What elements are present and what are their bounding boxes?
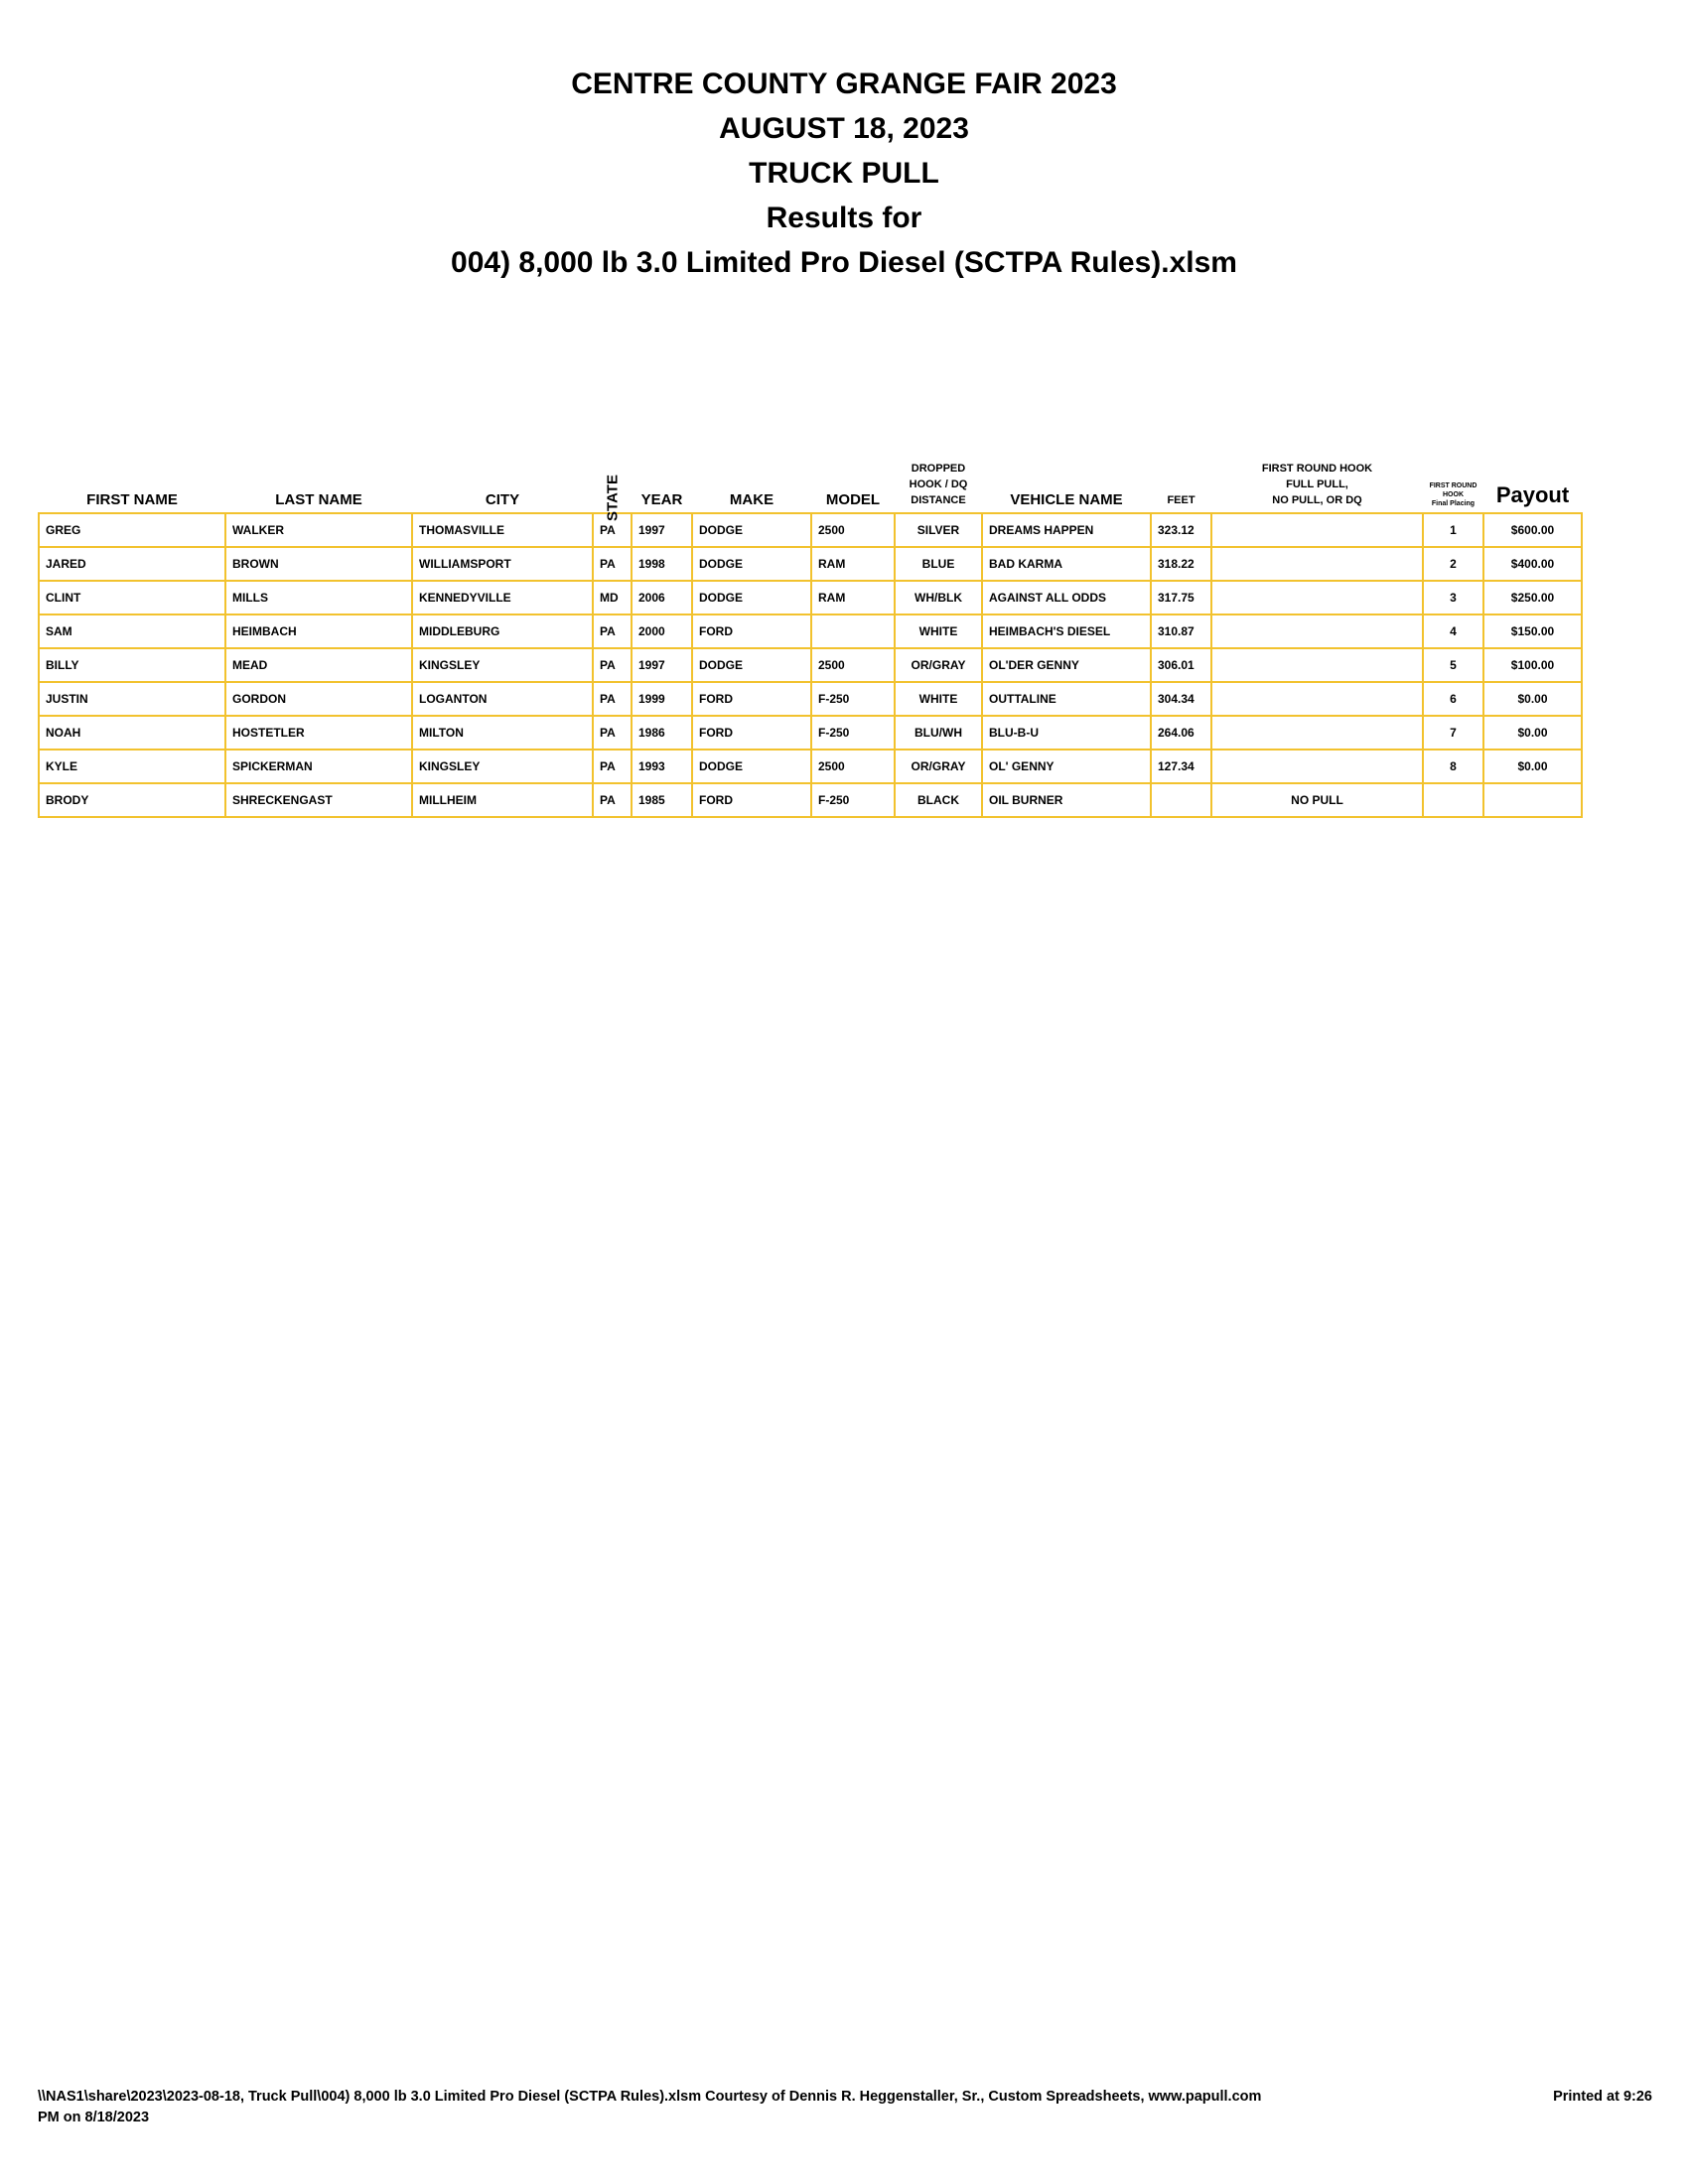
cell-first-name: BILLY [39, 648, 225, 682]
cell-model: 2500 [811, 648, 895, 682]
header-city: CITY [485, 491, 520, 508]
cell-placing: 3 [1423, 581, 1483, 614]
cell-vehicle-name: HEIMBACH'S DIESEL [982, 614, 1151, 648]
cell-make: FORD [692, 682, 811, 716]
header-last-name: LAST NAME [275, 491, 362, 508]
cell-model: 2500 [811, 750, 895, 783]
printed-timestamp-line2: PM on 8/18/2023 [38, 2110, 150, 2125]
cell-placing: 5 [1423, 648, 1483, 682]
results-table [38, 449, 1583, 818]
cell-first-name: CLINT [39, 581, 225, 614]
header-feet: FEET [1167, 494, 1196, 506]
header-model: MODEL [825, 491, 881, 508]
cell-vehicle-name: OIL BURNER [982, 783, 1151, 817]
cell-city: WILLIAMSPORT [412, 547, 593, 581]
cell-placing: 7 [1423, 716, 1483, 750]
cell-first-name: SAM [39, 614, 225, 648]
cell-state: PA [593, 682, 632, 716]
event-date: AUGUST 18, 2023 [719, 112, 969, 145]
cell-year: 2006 [632, 581, 692, 614]
results-for-label: Results for [766, 202, 922, 234]
cell-last-name: HOSTETLER [225, 716, 412, 750]
cell-state: PA [593, 716, 632, 750]
event-name: TRUCK PULL [749, 157, 939, 190]
table-row [39, 682, 1582, 716]
cell-last-name: GORDON [225, 682, 412, 716]
header-first-round-hook [1211, 449, 1423, 513]
table-row [39, 614, 1582, 648]
cell-vehicle-name: OL' GENNY [982, 750, 1151, 783]
cell-year: 1997 [632, 648, 692, 682]
cell-vehicle-name: BAD KARMA [982, 547, 1151, 581]
cell-placing: 8 [1423, 750, 1483, 783]
cell-state: PA [593, 614, 632, 648]
cell-payout: $0.00 [1483, 682, 1582, 716]
cell-first-round [1211, 581, 1423, 614]
cell-year: 2000 [632, 614, 692, 648]
table-row [39, 648, 1582, 682]
header-dropped-line3: DISTANCE [911, 494, 966, 506]
cell-placing: 2 [1423, 547, 1483, 581]
cell-dropped: BLACK [895, 783, 982, 817]
cell-last-name: MEAD [225, 648, 412, 682]
cell-placing [1423, 783, 1483, 817]
table-row [39, 581, 1582, 614]
cell-make: DODGE [692, 547, 811, 581]
cell-dropped: BLUE [895, 547, 982, 581]
cell-payout: $600.00 [1483, 513, 1582, 547]
cell-year: 1985 [632, 783, 692, 817]
cell-state: PA [593, 547, 632, 581]
cell-first-round [1211, 682, 1423, 716]
cell-feet: 317.75 [1151, 581, 1211, 614]
cell-first-round [1211, 547, 1423, 581]
header-first-name: FIRST NAME [86, 491, 178, 508]
cell-first-round [1211, 716, 1423, 750]
cell-payout: $0.00 [1483, 750, 1582, 783]
cell-placing: 1 [1423, 513, 1483, 547]
header-first-round-line2: FULL PULL, [1286, 478, 1348, 490]
cell-placing: 6 [1423, 682, 1483, 716]
cell-dropped: OR/GRAY [895, 750, 982, 783]
cell-first-name: JUSTIN [39, 682, 225, 716]
cell-year: 1998 [632, 547, 692, 581]
header-year: YEAR [640, 491, 683, 508]
cell-feet: 318.22 [1151, 547, 1211, 581]
header-dropped-hook [895, 449, 982, 513]
table-row [39, 513, 1582, 547]
cell-city: THOMASVILLE [412, 513, 593, 547]
cell-make: FORD [692, 716, 811, 750]
page-footer [38, 2087, 1652, 2128]
cell-first-name: BRODY [39, 783, 225, 817]
cell-year: 1993 [632, 750, 692, 783]
cell-last-name: HEIMBACH [225, 614, 412, 648]
cell-city: KINGSLEY [412, 648, 593, 682]
cell-state: PA [593, 513, 632, 547]
cell-model: 2500 [811, 513, 895, 547]
cell-feet: 264.06 [1151, 716, 1211, 750]
cell-first-round: NO PULL [1211, 783, 1423, 817]
cell-feet: 310.87 [1151, 614, 1211, 648]
header-placing-line1: FIRST ROUND [1429, 482, 1477, 489]
header-payout: Payout [1495, 482, 1570, 507]
file-path-credit: \\NAS1\share\2023\2023-08-18, Truck Pull\004) 8,000 lb 3.0 Limited Pro Diesel (SCTPA Rules).xlsm Courtesy of Dennis R. Heggenstaller, Sr., Custom Spreadsheets, www.papull.com [38, 2089, 1262, 2105]
cell-year: 1999 [632, 682, 692, 716]
header-placing-line3: Final Placing [1431, 500, 1476, 507]
cell-first-round [1211, 750, 1423, 783]
header-placing-line2: HOOK [1443, 491, 1464, 498]
cell-first-round [1211, 513, 1423, 547]
cell-feet: 304.34 [1151, 682, 1211, 716]
cell-dropped: WH/BLK [895, 581, 982, 614]
cell-dropped: OR/GRAY [895, 648, 982, 682]
cell-feet: 306.01 [1151, 648, 1211, 682]
cell-last-name: SPICKERMAN [225, 750, 412, 783]
header-final-placing [1423, 449, 1483, 513]
cell-first-round [1211, 614, 1423, 648]
table-row [39, 547, 1582, 581]
cell-make: DODGE [692, 750, 811, 783]
header-first-round-line3: NO PULL, OR DQ [1272, 494, 1362, 506]
cell-dropped: WHITE [895, 682, 982, 716]
header-state [593, 449, 632, 521]
cell-make: FORD [692, 783, 811, 817]
table-row [39, 716, 1582, 750]
header-dropped-line2: HOOK / DQ [909, 478, 968, 490]
cell-year: 1997 [632, 513, 692, 547]
cell-state: PA [593, 783, 632, 817]
table-row [39, 783, 1582, 817]
cell-first-name: JARED [39, 547, 225, 581]
cell-model: F-250 [811, 716, 895, 750]
cell-model: F-250 [811, 682, 895, 716]
cell-first-name: GREG [39, 513, 225, 547]
table-header-row [39, 449, 1582, 513]
cell-dropped: WHITE [895, 614, 982, 648]
report-title-block [0, 62, 1688, 285]
cell-payout [1483, 783, 1582, 817]
header-first-round-line1: FIRST ROUND HOOK [1261, 463, 1373, 475]
header-state-label: STATE [604, 475, 621, 521]
cell-state: PA [593, 648, 632, 682]
cell-feet: 323.12 [1151, 513, 1211, 547]
cell-city: KINGSLEY [412, 750, 593, 783]
cell-payout: $400.00 [1483, 547, 1582, 581]
cell-placing: 4 [1423, 614, 1483, 648]
cell-feet [1151, 783, 1211, 817]
cell-first-round [1211, 648, 1423, 682]
header-dropped-line1: DROPPED [911, 463, 966, 475]
cell-dropped: SILVER [895, 513, 982, 547]
cell-last-name: BROWN [225, 547, 412, 581]
cell-feet: 127.34 [1151, 750, 1211, 783]
cell-make: DODGE [692, 648, 811, 682]
class-name: 004) 8,000 lb 3.0 Limited Pro Diesel (SCTPA Rules).xlsm [451, 246, 1237, 279]
cell-vehicle-name: OL'DER GENNY [982, 648, 1151, 682]
header-vehicle-name: VEHICLE NAME [1010, 491, 1123, 508]
cell-model: RAM [811, 581, 895, 614]
table-row [39, 750, 1582, 783]
cell-payout: $250.00 [1483, 581, 1582, 614]
cell-make: FORD [692, 614, 811, 648]
cell-payout: $100.00 [1483, 648, 1582, 682]
cell-dropped: BLU/WH [895, 716, 982, 750]
cell-city: KENNEDYVILLE [412, 581, 593, 614]
cell-city: MIDDLEBURG [412, 614, 593, 648]
cell-model [811, 614, 895, 648]
cell-first-name: NOAH [39, 716, 225, 750]
cell-state: MD [593, 581, 632, 614]
cell-vehicle-name: AGAINST ALL ODDS [982, 581, 1151, 614]
cell-vehicle-name: DREAMS HAPPEN [982, 513, 1151, 547]
cell-model: F-250 [811, 783, 895, 817]
cell-last-name: SHRECKENGAST [225, 783, 412, 817]
cell-city: MILTON [412, 716, 593, 750]
cell-payout: $0.00 [1483, 716, 1582, 750]
fair-title: CENTRE COUNTY GRANGE FAIR 2023 [571, 68, 1117, 100]
cell-first-name: KYLE [39, 750, 225, 783]
header-make: MAKE [729, 491, 774, 508]
cell-last-name: WALKER [225, 513, 412, 547]
cell-model: RAM [811, 547, 895, 581]
cell-state: PA [593, 750, 632, 783]
cell-vehicle-name: OUTTALINE [982, 682, 1151, 716]
cell-city: MILLHEIM [412, 783, 593, 817]
cell-payout: $150.00 [1483, 614, 1582, 648]
cell-vehicle-name: BLU-B-U [982, 716, 1151, 750]
cell-year: 1986 [632, 716, 692, 750]
cell-make: DODGE [692, 581, 811, 614]
printed-timestamp-line1: Printed at 9:26 [1553, 2089, 1652, 2105]
cell-city: LOGANTON [412, 682, 593, 716]
cell-last-name: MILLS [225, 581, 412, 614]
cell-make: DODGE [692, 513, 811, 547]
